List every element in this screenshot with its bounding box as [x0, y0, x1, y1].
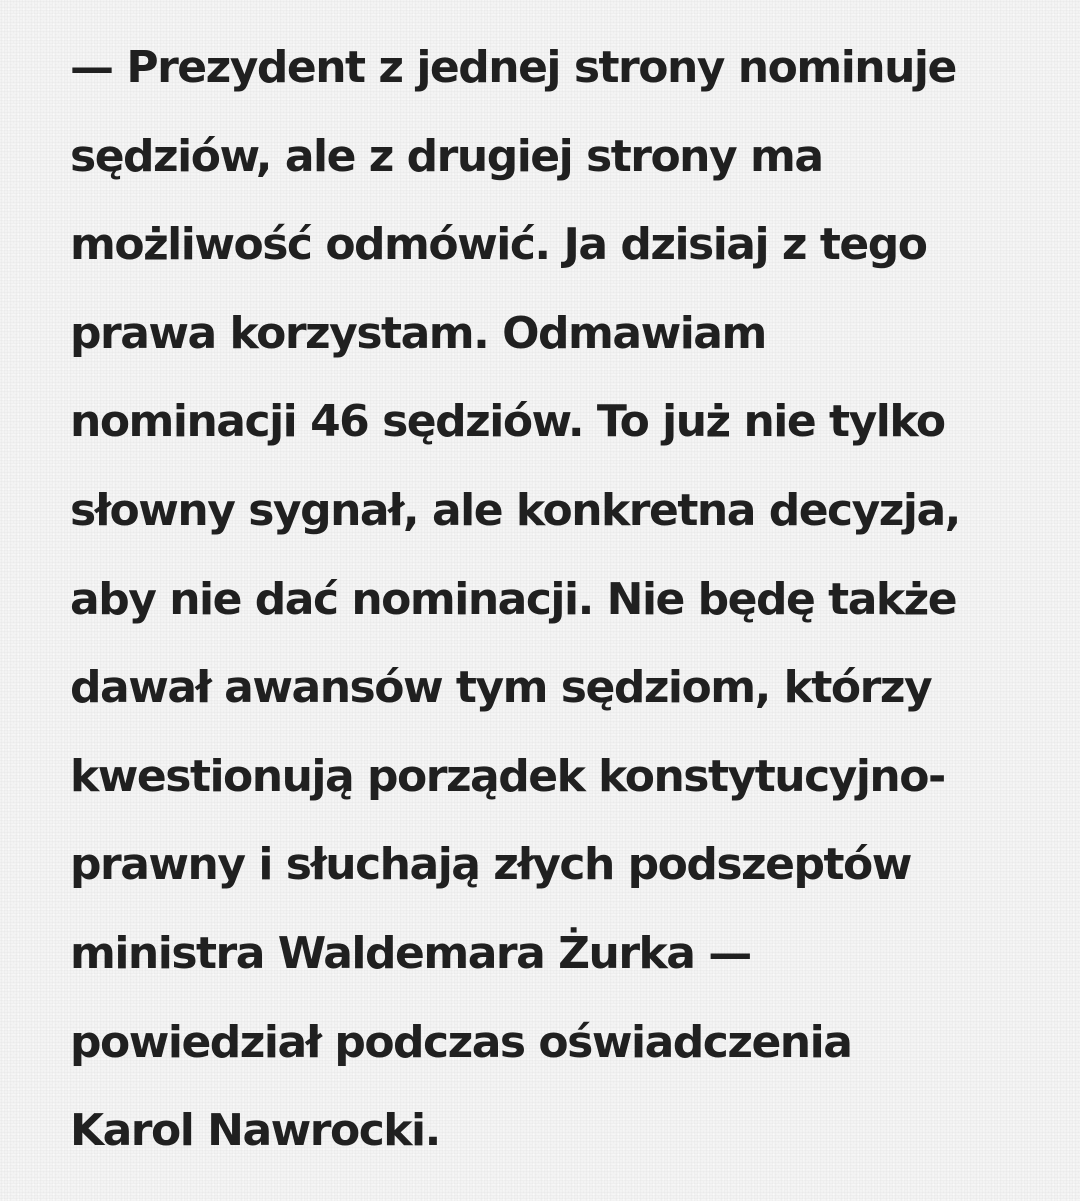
quote-line: prawa korzystam. Odmawiam — [70, 307, 766, 359]
quote-line: sędziów, ale z drugiej strony ma — [70, 130, 823, 182]
quote-line: nominacji 46 sędziów. To już nie tylko — [70, 396, 945, 448]
quote-line: Karol Nawrocki. — [70, 1105, 440, 1157]
quote-line: prawny i słuchają złych podszeptów — [70, 839, 911, 891]
quote-line: kwestionują porządek konstytucyjno- — [70, 750, 945, 802]
quote-line: słowny sygnał, ale konkretna decyzja, — [70, 484, 960, 536]
article-quote-paragraph — [70, 31, 1030, 1183]
quote-line: — Prezydent z jednej strony nominuje — [70, 42, 956, 93]
quote-line: możliwość odmówić. Ja dzisiaj z tego — [70, 219, 927, 271]
quote-line: dawał awansów tym sędziom, którzy — [70, 662, 932, 714]
quote-line: ministra Waldemara Żurka — — [70, 927, 751, 979]
quote-line: powiedział podczas oświadczenia — [70, 1016, 852, 1068]
quote-line: aby nie dać nominacji. Nie będę także — [70, 573, 957, 625]
